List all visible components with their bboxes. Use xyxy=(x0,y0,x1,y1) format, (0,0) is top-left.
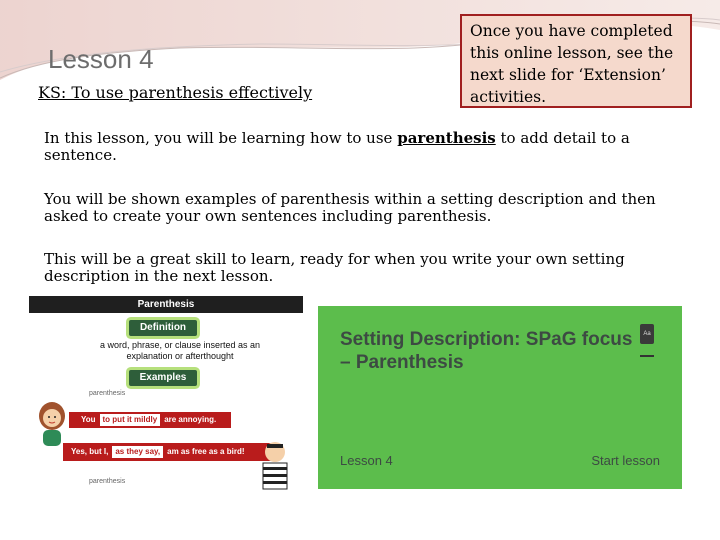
page-title: Lesson 4 xyxy=(48,44,154,74)
illustration-heading: Parenthesis xyxy=(29,296,303,313)
parenthesis-illustration xyxy=(29,296,303,494)
ex2-before: Yes, but I, xyxy=(71,447,109,456)
start-lesson-button[interactable]: Start lesson xyxy=(591,453,660,468)
examples-paragraph: You will be shown examples of parenthesis within a setting description and then asked to create your own sentences including parenthesis. xyxy=(44,190,656,225)
video-title: Setting Description: SPaG focus – Parenthesis xyxy=(340,329,633,373)
book-icon: Aa xyxy=(640,324,654,344)
definition-label: Definition xyxy=(129,320,197,336)
parenthesis-note-2: parenthesis xyxy=(89,478,126,485)
intro-paragraph xyxy=(44,130,664,164)
examples-label: Examples xyxy=(129,370,197,386)
keyword-parenthesis: parenthesis xyxy=(397,129,496,147)
ex1-highlight: to put it mildly xyxy=(100,414,161,426)
skill-paragraph: This will be a great skill to learn, ready for when you write your own setting description in the next lesson. xyxy=(44,250,625,285)
video-lesson-label: Lesson 4 xyxy=(340,453,393,468)
definition-text: a word, phrase, or clause inserted as an explanation or afterthought xyxy=(99,340,261,361)
extension-callout xyxy=(460,14,692,108)
lesson-video-thumbnail[interactable] xyxy=(318,306,682,489)
example-sentence-1 xyxy=(69,412,231,428)
ex1-after: are annoying. xyxy=(164,415,217,424)
ex1-before: You xyxy=(81,415,96,424)
ex2-highlight: as they say, xyxy=(112,446,163,458)
dash-icon xyxy=(640,355,654,357)
lesson-objective: KS: To use parenthesis effectively xyxy=(38,83,313,102)
woman-character-icon xyxy=(35,400,69,446)
callout-text: Once you have completed this online lesson, see the next slide for ‘Extension’ activities. xyxy=(470,22,674,106)
intro-text-after: to add detail to a sentence. xyxy=(44,129,630,164)
intro-text-before: In this lesson, you will be learning how to use xyxy=(44,129,398,147)
ex2-after: am as free as a bird! xyxy=(167,447,245,456)
parenthesis-note-1: parenthesis xyxy=(89,390,126,397)
example-sentence-2 xyxy=(63,443,277,461)
prisoner-character-icon xyxy=(255,438,295,492)
